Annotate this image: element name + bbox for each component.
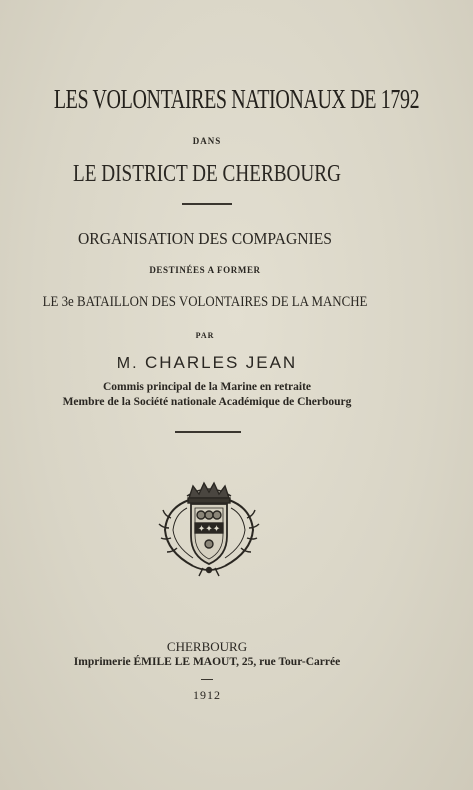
author-prefix: M. [116, 355, 145, 372]
divider-rule-2 [175, 431, 241, 433]
coat-of-arms-icon [153, 474, 265, 578]
author-last-name: JEAN [245, 353, 298, 372]
city-label: CHERBOURG [166, 639, 248, 654]
short-dash [201, 679, 213, 680]
dans-label: DANS [192, 136, 222, 146]
bataillon-heading: LE 3e BATAILLON DES VOLONTAIRES DE LA MANCHE [42, 294, 368, 310]
author-name [0, 353, 414, 373]
divider-rule [182, 203, 232, 205]
district-subtitle: LE DISTRICT DE CHERBOURG [73, 161, 341, 187]
organisation-heading: ORGANISATION DES COMPAGNIES [77, 229, 333, 248]
book-title: LES VOLONTAIRES NATIONAUX DE 1792 [53, 84, 420, 114]
author-first-name: CHARLES [144, 353, 240, 372]
svg-text:✦✦✦: ✦✦✦ [197, 524, 221, 535]
author-role-2: Membre de la Société nationale Académique de Cherbourg [62, 396, 352, 408]
destinees-label: DESTINÉES A FORMER [149, 265, 261, 275]
author-role-1: Commis principal de la Marine en retraite [102, 381, 312, 393]
printer-line: Imprimerie ÉMILE LE MAOUT, 25, rue Tour-Carrée [73, 656, 341, 668]
par-label: PAR [195, 331, 215, 340]
publication-year: 1912 [193, 688, 221, 702]
